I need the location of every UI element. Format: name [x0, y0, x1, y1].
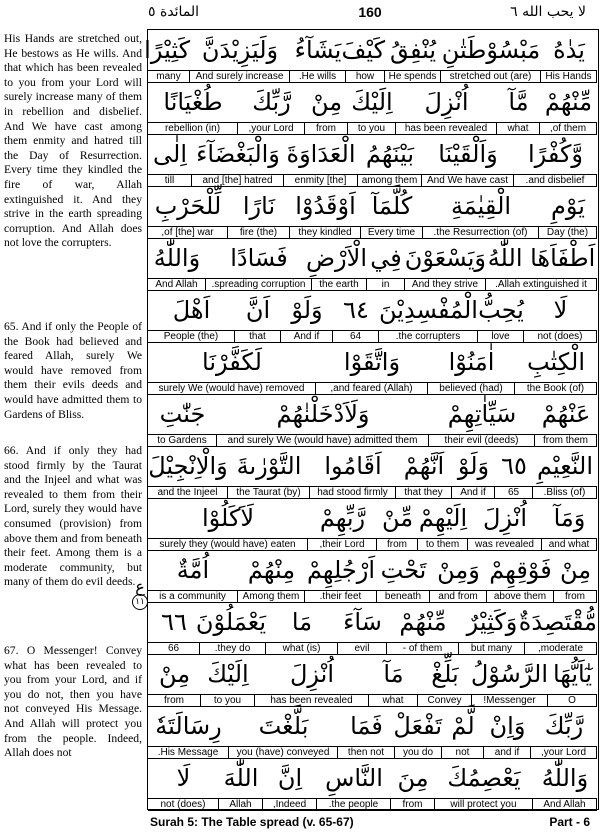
gloss-word: will protect you — [434, 798, 533, 810]
arabic-word: مِنْ — [158, 660, 191, 688]
gloss-word: to them — [417, 538, 468, 550]
gloss-word: from — [304, 122, 348, 134]
arabic-word: اَرْجُلِهِمْ — [306, 556, 376, 584]
arabic-word: مِنَ — [397, 764, 429, 792]
gloss-word: many — [147, 70, 190, 82]
gloss-word: (the) fire — [227, 226, 290, 238]
arabic-word: طُغْيَانًا — [163, 88, 223, 116]
arabic-word: بَلِّغْ — [431, 660, 459, 688]
arabic-line — [148, 550, 597, 590]
gloss-word: and the Injeel — [147, 486, 228, 498]
arabic-word: اِلَيْكَ — [207, 660, 249, 688]
verse-row — [148, 186, 597, 238]
gloss-line — [148, 798, 597, 811]
gloss-word: And they strive — [404, 278, 486, 290]
arabic-word: وَمَآ — [553, 504, 586, 532]
gloss-word: you do — [394, 746, 442, 758]
arabic-word: جَنّٰتِ — [159, 400, 206, 428]
arabic-word: اَوْقَدُوْا — [295, 192, 356, 220]
arabic-line — [148, 602, 597, 642]
gloss-word: He spends — [384, 70, 441, 82]
gloss-word: Every time — [360, 226, 423, 238]
gloss-word: and disbelief. — [513, 174, 597, 186]
translation-paragraph-64: His Hands are stretched out, He bestows as He wills. And that which has been revealed to you from your Lord will surely increase many of them in rebellion and disbelief. And We have cast among them enmity and hatred till the Day of Resurrection. Every time they kindled the fire of war, Allah extinguished it. And they strive in the earth spreading corruption. And Allah does not love the corrupters. — [4, 32, 142, 250]
gloss-word: and surely We (would have) admitted them — [216, 434, 429, 446]
gloss-word: (of) the Book — [514, 382, 597, 394]
gloss-word: And if — [451, 486, 495, 498]
gloss-word: they kindled — [289, 226, 361, 238]
arabic-word: رَّبِّهِمْ — [319, 504, 366, 532]
gloss-word: the people. — [316, 798, 391, 810]
verse-row — [148, 134, 597, 186]
word-by-word-grid — [144, 29, 599, 810]
arabic-word: فَسَادًا — [230, 244, 288, 272]
gloss-word: O — [547, 694, 597, 706]
gloss-word: (are) stretched out — [440, 70, 541, 82]
gloss-word: among them — [357, 174, 422, 186]
arabic-word: اُنْزِلَ — [424, 88, 469, 116]
arabic-line — [148, 290, 597, 330]
arabic-word: اِلَيْكَ — [351, 88, 393, 116]
page-footer — [0, 812, 604, 834]
verse-row — [148, 498, 597, 550]
arabic-word: بَلَّغْتَ — [258, 712, 309, 740]
gloss-word: had stood firmly — [309, 486, 396, 498]
gloss-word: what — [496, 122, 540, 134]
juz-name-header: لا يحب الله ٦ — [510, 4, 586, 20]
gloss-word: His Message. — [147, 746, 229, 758]
arabic-word: النَّعِيْمِ — [536, 452, 593, 480]
gloss-word: Messenger! — [471, 694, 548, 706]
gloss-word: beneath — [376, 590, 430, 602]
gloss-word: of [the] war, — [147, 226, 228, 238]
arabic-word: مِنْهُمْ — [247, 556, 296, 584]
arabic-word: تَفْعَلْ — [393, 712, 442, 740]
arabic-line — [148, 394, 597, 434]
gloss-word: was revealed — [467, 538, 542, 550]
arabic-word: اَهْلَ — [172, 296, 211, 324]
arabic-word: وَمِنْ — [437, 556, 480, 584]
arabic-word: يَعْصِمُكَ — [447, 764, 521, 792]
arabic-word: مَّآ — [508, 88, 529, 116]
arabic-line — [144, 30, 597, 70]
gloss-word: (by) the Taurat — [227, 486, 310, 498]
verse-row — [148, 550, 597, 602]
arabic-word: الْمُفْسِدِيْنَ — [379, 296, 478, 324]
arabic-word: اَقَامُوا — [324, 452, 382, 480]
gloss-word: spreading corruption. — [205, 278, 312, 290]
page-number: 160 — [358, 4, 382, 20]
page-header — [0, 0, 604, 28]
translation-paragraph-65: 65. And if only the People of the Book had believed and feared Allah, surely We would have removed from them their evils deeds and would have admitted them to Gardens of Bliss. — [4, 320, 142, 421]
gloss-word: He wills. — [289, 70, 346, 82]
arabic-word: مِّنْ — [381, 504, 414, 532]
arabic-word: مِّنْهُمْ — [399, 608, 447, 636]
arabic-word: وَيَسْعَوْنَ — [404, 244, 486, 272]
gloss-word: Allah — [218, 798, 263, 810]
arabic-word: مِنْ — [559, 556, 592, 584]
arabic-line — [148, 186, 597, 226]
arabic-word: يَوْمِ — [551, 192, 585, 220]
gloss-word: (of) the Resurrection. — [422, 226, 539, 238]
arabic-word: الْعَدَاوَةَ — [286, 140, 356, 168]
gloss-word: their evil (deeds) — [428, 434, 535, 446]
arabic-word: مَبْسُوْطَتٰنِ — [441, 36, 541, 64]
arabic-line — [148, 446, 597, 486]
gloss-word: from — [147, 694, 201, 706]
verse-row — [148, 394, 597, 446]
gloss-word: Indeed, — [262, 798, 317, 810]
arabic-word: يُحِبُّ — [478, 296, 524, 324]
gloss-word: their Lord, — [307, 538, 377, 550]
arabic-word: مِّنْهُمْ — [544, 88, 593, 116]
gloss-word: evil — [337, 642, 387, 654]
arabic-line — [148, 82, 597, 122]
verse-row — [148, 342, 597, 394]
arabic-word: كَثِيْرًا — [144, 36, 190, 64]
arabic-word: تَحْتِ — [380, 556, 427, 584]
gloss-word: And Allah — [532, 798, 597, 810]
gloss-word: and what — [541, 538, 597, 550]
arabic-word: النَّاسِ — [325, 764, 383, 792]
verse-row — [144, 30, 597, 82]
gloss-word: (does) not — [523, 330, 597, 342]
gloss-word: (the) Day — [538, 226, 597, 238]
arabic-word: رَّبِّكَ — [544, 712, 584, 740]
gloss-word: 65 — [494, 486, 533, 498]
gloss-word: you (have) conveyed — [228, 746, 338, 758]
gloss-word: (does) not — [147, 798, 219, 810]
gloss-word: the corrupters. — [378, 330, 478, 342]
arabic-line — [148, 342, 597, 382]
arabic-word: يُنْفِقُ — [389, 36, 437, 64]
gloss-word: in — [366, 278, 405, 290]
gloss-word: from — [376, 538, 418, 550]
gloss-word: [the] enmity — [283, 174, 358, 186]
verse-row — [148, 238, 597, 290]
arabic-word: اُنْزِلَ — [289, 660, 335, 688]
arabic-word: فَمَا — [350, 712, 383, 740]
gloss-word: Convey — [417, 694, 472, 706]
gloss-word: (the) People — [147, 330, 235, 342]
arabic-line — [148, 706, 597, 746]
arabic-word: وَاللّٰهُ — [541, 764, 589, 792]
arabic-word: وَّكُفْرًا — [527, 140, 584, 168]
gloss-word: And We have cast — [421, 174, 514, 186]
gloss-word: from — [553, 590, 597, 602]
gloss-word: then not — [337, 746, 395, 758]
translation-paragraph-66: 66. And if only they had stood firmly by the Taurat and the Injeel and what was revealed to them from their Lord, surely they would have consumed (provision) from above them and from beneath their feet. Among them is a moderate community, but many of them do evil deeds. — [4, 444, 142, 589]
arabic-word: لَّمْ — [451, 712, 475, 740]
gloss-word: moderate, — [524, 642, 597, 654]
gloss-word: And Allah — [147, 278, 206, 290]
gloss-word: and feared (Allah), — [315, 382, 428, 394]
arabic-word: لِّلْحَرْبِ — [154, 192, 222, 220]
arabic-line — [148, 758, 597, 798]
arabic-word: فِي — [370, 244, 402, 272]
verse-row — [148, 706, 597, 758]
arabic-word: رِسَالَتَهٗ — [155, 712, 222, 740]
arabic-word: مِنْ — [310, 88, 343, 116]
arabic-word: الْكِتٰبِ — [526, 348, 586, 376]
arabic-word: وَاللّٰهُ — [153, 244, 201, 272]
gloss-word: surely they (would have) eaten — [147, 538, 308, 550]
arabic-word: مُّقْتَصِدَةٌ — [518, 608, 597, 636]
verse-row — [148, 82, 597, 134]
gloss-word: how — [345, 70, 385, 82]
gloss-word: (is) what — [265, 642, 338, 654]
arabic-word: لَاَكَلُوْا — [201, 504, 255, 532]
translation-paragraph-67: 67. O Messenger! Convey what has been revealed to you from your Lord, and if you do not, then you have not conveyed His Message. And Allah will protect you from the people. Indeed, Allah does not — [4, 644, 142, 760]
gloss-word: your Lord, — [530, 746, 597, 758]
verse-row — [148, 602, 597, 654]
gloss-word: the earth — [311, 278, 367, 290]
arabic-word: وَاِنْ — [489, 712, 526, 740]
arabic-word: بَيْنَهُمُ — [365, 140, 415, 168]
verse-row — [148, 446, 597, 498]
gloss-word: but many — [458, 642, 525, 654]
arabic-word: وَاتَّقَوْا — [343, 348, 401, 376]
gloss-word: His Hands — [540, 70, 597, 82]
arabic-word: رَّبِّكَ — [252, 88, 291, 116]
arabic-word: اٰمَنُوْا — [448, 348, 495, 376]
arabic-line — [148, 654, 597, 694]
arabic-word: وَلَيَزِيْدَنَّ — [201, 36, 279, 64]
gloss-word: that they — [395, 486, 452, 498]
arabic-word: كَيْفَ — [341, 36, 385, 64]
arabic-word: الرَّسُوْلُ — [470, 660, 548, 688]
gloss-word: to you — [200, 694, 255, 706]
arabic-word: وَلَوْ — [457, 452, 490, 480]
gloss-word: (in) rebellion — [147, 122, 238, 134]
arabic-word: ٦٤ — [343, 296, 369, 324]
arabic-word: مَا — [291, 608, 313, 636]
gloss-word: 64 — [332, 330, 379, 342]
arabic-word: يَشَآءُ — [294, 36, 342, 64]
gloss-word: they do. — [199, 642, 266, 654]
arabic-word: نَارًا — [242, 192, 276, 220]
verse-row — [148, 654, 597, 706]
gloss-word: love — [477, 330, 524, 342]
arabic-word: عَنْهُمْ — [541, 400, 591, 428]
arabic-word: التَّوْرٰىةَ — [236, 452, 302, 480]
arabic-word: فَوْقِهِمْ — [489, 556, 552, 584]
gloss-word: surely We (would have) removed — [147, 382, 316, 394]
arabic-word: اُمَّةٌ — [176, 556, 210, 584]
arabic-word: وَالْاِنْجِيْلَ — [148, 452, 228, 480]
arabic-word: اَنَّهُمْ — [403, 452, 445, 480]
footer-surah-title: Surah 5: The Table spread (v. 65-67) — [150, 815, 354, 829]
gloss-word: and if — [483, 746, 531, 758]
gloss-word: (had) believed — [427, 382, 515, 394]
gloss-word: what — [368, 694, 418, 706]
arabic-line — [148, 498, 597, 538]
gloss-word: (of) Bliss. — [532, 486, 597, 498]
arabic-word: وَلَوْ — [291, 296, 323, 324]
surah-name-header: المائدة ٥ — [148, 4, 200, 20]
arabic-word: اُنْزِلَ — [482, 504, 528, 532]
arabic-word: يَعْمَلُوْنَ — [195, 608, 266, 636]
arabic-word: كُلَّمَآ — [371, 192, 413, 220]
arabic-word: سَآءَ — [343, 608, 382, 636]
gloss-word: and from — [429, 590, 487, 602]
gloss-word: above them — [486, 590, 554, 602]
gloss-word: that — [234, 330, 281, 342]
gloss-word: And surely increase — [189, 70, 290, 82]
gloss-word: of them - — [386, 642, 459, 654]
arabic-word: اللّٰهَ — [223, 764, 259, 792]
ruku-symbol: ع — [135, 577, 145, 596]
gloss-word: till — [147, 174, 192, 186]
gloss-word: has been revealed — [254, 694, 369, 706]
gloss-word: your Lord, — [237, 122, 305, 134]
arabic-word: يٰٓاَيُّهَا — [552, 660, 593, 688]
arabic-word: وَلَاَدْخَلْنٰهُمْ — [276, 400, 370, 428]
arabic-word: سَيِّاٰتِهِمْ — [447, 400, 517, 428]
gloss-word: from — [390, 798, 435, 810]
gloss-word: of them, — [539, 122, 597, 134]
arabic-word: وَاَلْقَيْنَا — [438, 140, 498, 168]
gloss-word: 66 — [147, 642, 200, 654]
gloss-word: and [the] hatred — [191, 174, 284, 186]
arabic-word: اَطْفَاَهَا اللّٰهُ — [487, 244, 596, 272]
gloss-word: not — [441, 746, 484, 758]
arabic-word: اِنَّ — [277, 764, 303, 792]
arabic-word: ٦٥ — [501, 452, 527, 480]
arabic-word: اِلَيْهِمْ — [418, 504, 468, 532]
arabic-word: يَدٰهُ — [553, 36, 585, 64]
gloss-word: has been revealed — [395, 122, 497, 134]
verse-row — [148, 290, 597, 342]
gloss-word: Allah extinguished it. — [485, 278, 597, 290]
arabic-word: الْقِيٰمَةِ — [450, 192, 512, 220]
arabic-word: مَآ — [383, 660, 404, 688]
arabic-word: اَنَّ — [245, 296, 271, 324]
arabic-word: لَا — [553, 296, 568, 324]
arabic-word: الْاَرْضِ — [306, 244, 367, 272]
gloss-word: to you — [347, 122, 396, 134]
arabic-word: لَكَفَّرْنَا — [202, 348, 262, 376]
gloss-word: And if — [280, 330, 333, 342]
arabic-line — [148, 238, 597, 278]
gloss-word: Among them — [237, 590, 305, 602]
arabic-word: اِلٰى — [153, 140, 187, 168]
arabic-line — [148, 134, 597, 174]
gloss-word: from them — [534, 434, 597, 446]
footer-part: Part - 6 — [549, 815, 590, 829]
gloss-word: is a community — [147, 590, 238, 602]
arabic-word: وَكَثِيْرٌ — [466, 608, 518, 636]
ruku-number: ١١ — [132, 594, 148, 610]
arabic-word: لَا — [176, 764, 191, 792]
arabic-word: وَالْبَغْضَآءَ — [196, 140, 280, 168]
verse-row — [148, 758, 597, 810]
gloss-word: their feet. — [304, 590, 377, 602]
gloss-word: to Gardens — [147, 434, 217, 446]
arabic-word: ٦٦ — [161, 608, 187, 636]
